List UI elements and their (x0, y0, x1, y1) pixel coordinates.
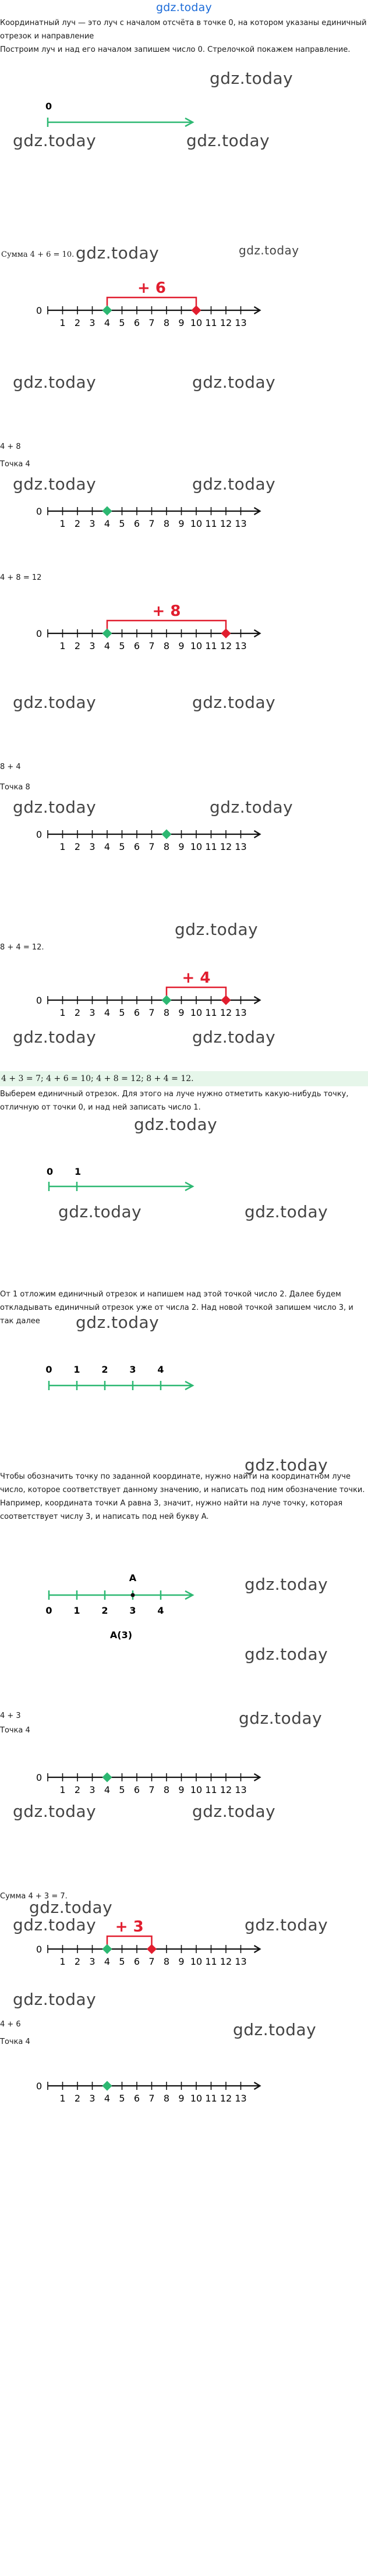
addition-bracket (107, 1936, 152, 1949)
axis-tick-label: 3 (89, 1956, 95, 1967)
axis-tick-label: 2 (74, 518, 81, 529)
number-line-point-8 (0, 812, 368, 864)
axis-tick-label: 1 (59, 841, 66, 852)
figure-point-a (0, 1537, 368, 1653)
axis-zero-label: 0 (36, 829, 43, 840)
axis-tick-label: 7 (148, 640, 155, 651)
scale-label: 3 (129, 1605, 136, 1616)
sum-4-3: Сумма 4 + 3 = 7. (0, 1892, 68, 1901)
axis-tick-label: 4 (104, 518, 111, 529)
axis-zero-label: 0 (36, 628, 43, 639)
expr-8-4: 8 + 4 (0, 763, 21, 771)
watermark: gdz.today (245, 1645, 328, 1664)
addition-step-label: + 3 (115, 1918, 144, 1936)
axis-tick-label: 10 (190, 841, 203, 852)
axis-zero-label: 0 (36, 506, 43, 517)
axis-tick-label: 3 (89, 2093, 95, 2104)
start-point-marker (162, 995, 172, 1005)
watermark: gdz.today (13, 798, 97, 817)
axis-tick-label: 3 (89, 1007, 95, 1018)
unit-paragraph: Выберем единичный отрезок. Для этого на луче нужно отметить какую-нибудь точку, отличную от точки 0, и над ней записать число 1. (0, 1090, 349, 1112)
addition-step-label: + 8 (152, 603, 181, 620)
unit2-paragraph: От 1 отложим единичный отрезок и напишем над этой точкой число 2. Далее будем откладывать единичный отрезок уже от числа 2. Над новой точкой запишем число 3, и так далее (0, 1290, 353, 1326)
axis-tick-label: 1 (59, 1956, 66, 1967)
axis-tick-label: 12 (220, 640, 232, 651)
number-line-8-plus-4 (0, 955, 368, 1025)
end-point-marker (192, 306, 201, 316)
axis-tick-label: 3 (89, 1784, 95, 1795)
point-4-label-3: Точка 4 (0, 2038, 30, 2046)
axis-tick-label: 10 (190, 317, 203, 328)
watermark: gdz.today (13, 1802, 97, 1821)
watermark: gdz.today (192, 373, 276, 392)
axis-tick-label: 10 (190, 1956, 203, 1967)
axis-tick-label: 12 (220, 1007, 232, 1018)
axis-tick-label: 13 (235, 841, 247, 852)
watermark: gdz.today (192, 693, 276, 712)
axis-tick-label: 12 (220, 1956, 232, 1967)
number-line-4-plus-6 (0, 265, 368, 335)
watermark: gdz.today (134, 1115, 218, 1134)
watermark: gdz.today (239, 243, 299, 257)
unit-one-label: 1 (75, 1166, 82, 1177)
watermark: gdz.today (192, 474, 276, 494)
axis-tick-label: 13 (235, 317, 247, 328)
start-point-marker (102, 506, 112, 516)
axis-tick-label: 6 (133, 518, 140, 529)
axis-tick-label: 9 (178, 1956, 185, 1967)
figure-scale (0, 1333, 368, 1450)
axis-tick-label: 12 (220, 317, 232, 328)
zero-label: 0 (45, 101, 52, 112)
scale-label: 4 (157, 1364, 164, 1375)
sum-4-6: Сумма 4 + 6 = 10. (1, 250, 75, 259)
axis-tick-label: 8 (163, 640, 170, 651)
watermark: gdz.today (245, 1915, 328, 1934)
axis-tick-label: 11 (205, 841, 217, 852)
watermark: gdz.today (76, 1313, 160, 1332)
axis-tick-label: 7 (148, 518, 155, 529)
axis-tick-label: 9 (178, 317, 185, 328)
start-point-marker (102, 1944, 112, 1954)
axis-tick-label: 4 (104, 640, 111, 651)
axis-tick-label: 3 (89, 518, 95, 529)
watermark: gdz.today (13, 131, 97, 150)
axis-tick-label: 12 (220, 2093, 232, 2104)
axis-tick-label: 13 (235, 1956, 247, 1967)
axis-tick-label: 5 (119, 640, 125, 651)
watermark: gdz.today (13, 1990, 97, 2009)
watermark: gdz.today (245, 1202, 328, 1221)
point-a-label: A(3) (109, 1629, 133, 1640)
axis-tick-label: 4 (104, 841, 111, 852)
scale-label: 1 (73, 1605, 80, 1616)
point-a-name: A (129, 1572, 137, 1583)
axis-tick-label: 13 (235, 1784, 247, 1795)
coord-paragraph: Чтобы обозначить точку по заданной координате, нужно найти на координатном луче число, которое соответствует данному значению, и написать под ним обозначение точки. Например, координата точки A равна 3, значит, нужно найти на луче точку, которая соответствует числу 3, и написать под ней букву A. (0, 1472, 365, 1521)
axis-tick-label: 6 (133, 1007, 140, 1018)
scale-label: 2 (101, 1364, 108, 1375)
watermark: gdz.today (239, 1709, 323, 1728)
scale-label: 0 (45, 1364, 52, 1375)
axis-tick-label: 12 (220, 1784, 232, 1795)
intro-paragraph: Координатный луч — это луч с началом отсчёта в точке 0, на котором указаны единичный отрезок и направление Построим луч и над его началом запишем число 0. Стрелочкой покажем направление. (0, 19, 367, 54)
axis-tick-label: 5 (119, 1784, 125, 1795)
axis-tick-label: 11 (205, 1956, 217, 1967)
axis-tick-label: 3 (89, 640, 95, 651)
watermark: gdz.today (13, 474, 97, 494)
scale-label: 0 (45, 1605, 52, 1616)
watermark: gdz.today (58, 1202, 142, 1221)
axis-tick-label: 5 (119, 518, 125, 529)
scale-label: 1 (73, 1364, 80, 1375)
axis-tick-label: 7 (148, 841, 155, 852)
point-a-dot (131, 1593, 135, 1597)
axis-tick-label: 4 (104, 1784, 111, 1795)
axis-tick-label: 2 (74, 1956, 81, 1967)
addition-step-label: + 6 (137, 279, 166, 297)
axis-tick-label: 11 (205, 640, 217, 651)
figure-unit-segment (0, 1135, 368, 1252)
axis-zero-label: 0 (36, 995, 43, 1006)
axis-tick-label: 12 (220, 841, 232, 852)
axis-tick-label: 6 (133, 317, 140, 328)
axis-tick-label: 11 (205, 1784, 217, 1795)
scale-label: 2 (101, 1605, 108, 1616)
point-4-label: Точка 4 (0, 460, 30, 469)
result-8-4: 8 + 4 = 12. (0, 943, 44, 952)
axis-tick-label: 8 (163, 1007, 170, 1018)
axis-tick-label: 7 (148, 1007, 155, 1018)
number-line-point-4-b (0, 1755, 368, 1808)
watermark: gdz.today (29, 1898, 113, 1917)
watermark: gdz.today (13, 1027, 97, 1047)
axis-tick-label: 6 (133, 640, 140, 651)
axis-tick-label: 5 (119, 317, 125, 328)
axis-tick-label: 7 (148, 317, 155, 328)
axis-tick-label: 7 (148, 2093, 155, 2104)
axis-tick-label: 2 (74, 1007, 81, 1018)
axis-tick-label: 11 (205, 1007, 217, 1018)
watermark: gdz.today (192, 1027, 276, 1047)
end-point-marker (221, 995, 231, 1005)
expr-4-8: 4 + 8 (0, 442, 21, 451)
axis-tick-label: 9 (178, 2093, 185, 2104)
axis-tick-label: 8 (163, 317, 170, 328)
summary-box: 4 + 3 = 7; 4 + 6 = 10; 4 + 8 = 12; 8 + 4 = 12. (0, 1071, 368, 1086)
axis-tick-label: 12 (220, 518, 232, 529)
axis-tick-label: 3 (89, 841, 95, 852)
watermark: gdz.today (210, 69, 293, 88)
watermark: gdz.today (245, 1575, 328, 1594)
end-point-marker (221, 629, 231, 639)
axis-tick-label: 5 (119, 2093, 125, 2104)
axis-zero-label: 0 (36, 1944, 43, 1955)
axis-tick-label: 13 (235, 518, 247, 529)
watermark: gdz.today (175, 920, 259, 939)
expr-4-3: 4 + 3 (0, 1712, 21, 1720)
watermark: gdz.today (210, 798, 293, 817)
site-header[interactable]: gdz.today (156, 1, 212, 14)
axis-tick-label: 6 (133, 1956, 140, 1967)
axis-tick-label: 2 (74, 1784, 81, 1795)
axis-tick-label: 4 (104, 317, 111, 328)
axis-tick-label: 10 (190, 1007, 203, 1018)
watermark: gdz.today (13, 693, 97, 712)
watermark: gdz.today (233, 2020, 317, 2039)
axis-tick-label: 8 (163, 2093, 170, 2104)
axis-tick-label: 1 (59, 1007, 66, 1018)
axis-tick-label: 6 (133, 841, 140, 852)
axis-tick-label: 2 (74, 317, 81, 328)
result-4-8: 4 + 8 = 12 (0, 573, 42, 582)
axis-tick-label: 5 (119, 1956, 125, 1967)
number-line-point-4-c (0, 2064, 368, 2110)
axis-tick-label: 2 (74, 640, 81, 651)
watermark: gdz.today (245, 1455, 328, 1475)
addition-step-label: + 4 (182, 969, 211, 987)
watermark: gdz.today (76, 243, 160, 263)
start-point-marker (102, 306, 112, 316)
axis-tick-label: 2 (74, 2093, 81, 2104)
scale-label: 4 (157, 1605, 164, 1616)
axis-tick-label: 2 (74, 841, 81, 852)
end-point-marker (147, 1944, 157, 1954)
watermark: gdz.today (13, 1915, 97, 1934)
watermark: gdz.today (186, 131, 270, 150)
axis-tick-label: 5 (119, 841, 125, 852)
point-4-label-2: Точка 4 (0, 1726, 30, 1735)
axis-tick-label: 13 (235, 1007, 247, 1018)
axis-tick-label: 13 (235, 640, 247, 651)
unit-zero-label: 0 (47, 1166, 54, 1177)
start-point-marker (102, 1773, 112, 1783)
axis-zero-label: 0 (36, 2081, 43, 2092)
axis-tick-label: 8 (163, 1784, 170, 1795)
axis-tick-label: 7 (148, 1956, 155, 1967)
point-8-label: Точка 8 (0, 783, 30, 792)
axis-tick-label: 4 (104, 1956, 111, 1967)
axis-tick-label: 10 (190, 2093, 203, 2104)
axis-tick-label: 1 (59, 2093, 66, 2104)
start-point-marker (162, 830, 172, 839)
axis-zero-label: 0 (36, 305, 43, 316)
axis-tick-label: 10 (190, 640, 203, 651)
axis-tick-label: 8 (163, 841, 170, 852)
watermark: gdz.today (13, 373, 97, 392)
axis-tick-label: 1 (59, 317, 66, 328)
axis-tick-label: 1 (59, 1784, 66, 1795)
watermark: gdz.today (192, 1802, 276, 1821)
axis-tick-label: 8 (163, 518, 170, 529)
number-line-point-4 (0, 489, 368, 541)
axis-tick-label: 11 (205, 317, 217, 328)
start-point-marker (102, 2081, 112, 2091)
axis-tick-label: 6 (133, 1784, 140, 1795)
expr-4-6: 4 + 6 (0, 2020, 21, 2029)
axis-tick-label: 3 (89, 317, 95, 328)
axis-tick-label: 10 (190, 1784, 203, 1795)
axis-tick-label: 11 (205, 518, 217, 529)
axis-tick-label: 8 (163, 1956, 170, 1967)
axis-tick-label: 7 (148, 1784, 155, 1795)
axis-tick-label: 9 (178, 640, 185, 651)
axis-tick-label: 11 (205, 2093, 217, 2104)
axis-tick-label: 4 (104, 1007, 111, 1018)
start-point-marker (102, 629, 112, 639)
axis-zero-label: 0 (36, 1772, 43, 1783)
axis-tick-label: 10 (190, 518, 203, 529)
axis-tick-label: 5 (119, 1007, 125, 1018)
axis-tick-label: 1 (59, 518, 66, 529)
axis-tick-label: 9 (178, 1007, 185, 1018)
axis-tick-label: 1 (59, 640, 66, 651)
axis-tick-label: 4 (104, 2093, 111, 2104)
axis-tick-label: 9 (178, 518, 185, 529)
scale-label: 3 (129, 1364, 136, 1375)
axis-tick-label: 9 (178, 841, 185, 852)
axis-tick-label: 9 (178, 1784, 185, 1795)
axis-tick-label: 13 (235, 2093, 247, 2104)
axis-tick-label: 6 (133, 2093, 140, 2104)
number-line-4-plus-8 (0, 588, 368, 658)
